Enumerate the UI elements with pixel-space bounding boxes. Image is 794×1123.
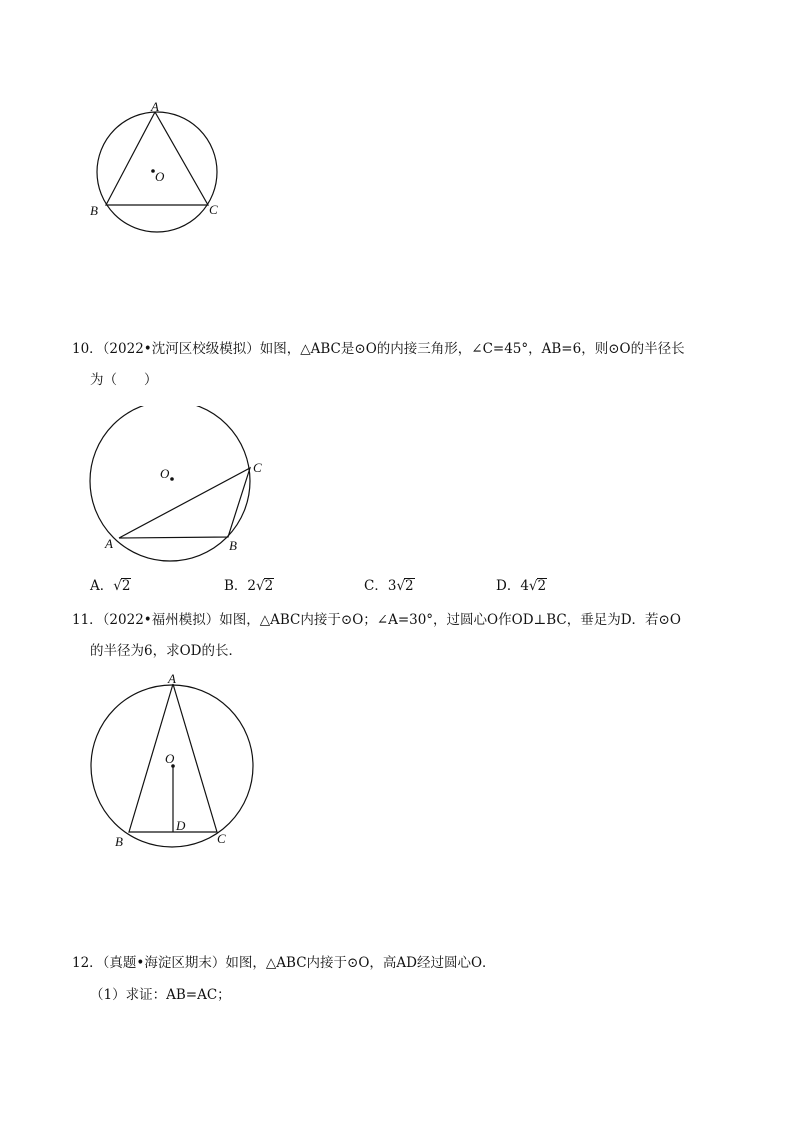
option-d[interactable]: D．4√2	[496, 578, 547, 594]
label-o: O	[160, 466, 170, 481]
label-b: B	[90, 203, 98, 218]
question-11-line-2: 的半径为6，求OD的长．	[90, 643, 242, 659]
label-b: B	[229, 538, 237, 553]
figure-triangle-in-circle-2	[86, 406, 276, 566]
question-10-line-2: 为（ ）	[90, 372, 158, 388]
label-a: A	[168, 671, 176, 686]
center-point	[170, 477, 174, 481]
figure-triangle-in-circle-3	[86, 670, 266, 855]
figure-triangle-in-circle-1	[84, 96, 244, 236]
option-coefficient: 2	[247, 578, 257, 594]
option-letter: C．	[364, 578, 388, 594]
triangle-abc	[106, 112, 208, 205]
option-letter: D．	[496, 578, 521, 594]
label-a: A	[151, 99, 159, 114]
label-b: B	[115, 834, 123, 849]
question-11-line-1: 11．（2022•福州模拟）如图，△ABC内接于⊙O；∠A=30°，过圆心O作OD⊥BC，垂足为D．若⊙O	[72, 612, 681, 628]
option-radicand: 2	[405, 578, 414, 594]
label-o: O	[165, 751, 175, 766]
question-10-line-1: 10．（2022•沈河区校级模拟）如图，△ABC是⊙O的内接三角形，∠C=45°，AB=6，则⊙O的半径长	[72, 341, 685, 357]
label-c: C	[209, 202, 218, 217]
label-d: D	[176, 818, 186, 833]
option-radicand: 2	[121, 578, 131, 594]
triangle-abc	[119, 468, 250, 538]
option-radicand: 2	[264, 578, 274, 594]
label-c: C	[217, 831, 226, 846]
label-c: C	[253, 460, 262, 475]
option-coefficient: 4	[520, 578, 529, 594]
option-b[interactable]: B．2√2	[224, 578, 274, 594]
option-c[interactable]: C．3√2	[364, 578, 414, 594]
option-letter: B．	[224, 578, 248, 594]
option-letter: A．	[90, 578, 114, 594]
label-o: O	[155, 169, 165, 184]
option-radicand: 2	[537, 578, 547, 594]
option-a[interactable]: A．√2	[90, 578, 131, 594]
question-12-line-1: 12．（真题•海淀区期末）如图，△ABC内接于⊙O，高AD经过圆心O．	[72, 955, 496, 971]
question-12-line-2: （1）求证：AB=AC；	[90, 987, 231, 1003]
option-coefficient: 3	[387, 578, 397, 594]
label-a: A	[105, 536, 113, 551]
